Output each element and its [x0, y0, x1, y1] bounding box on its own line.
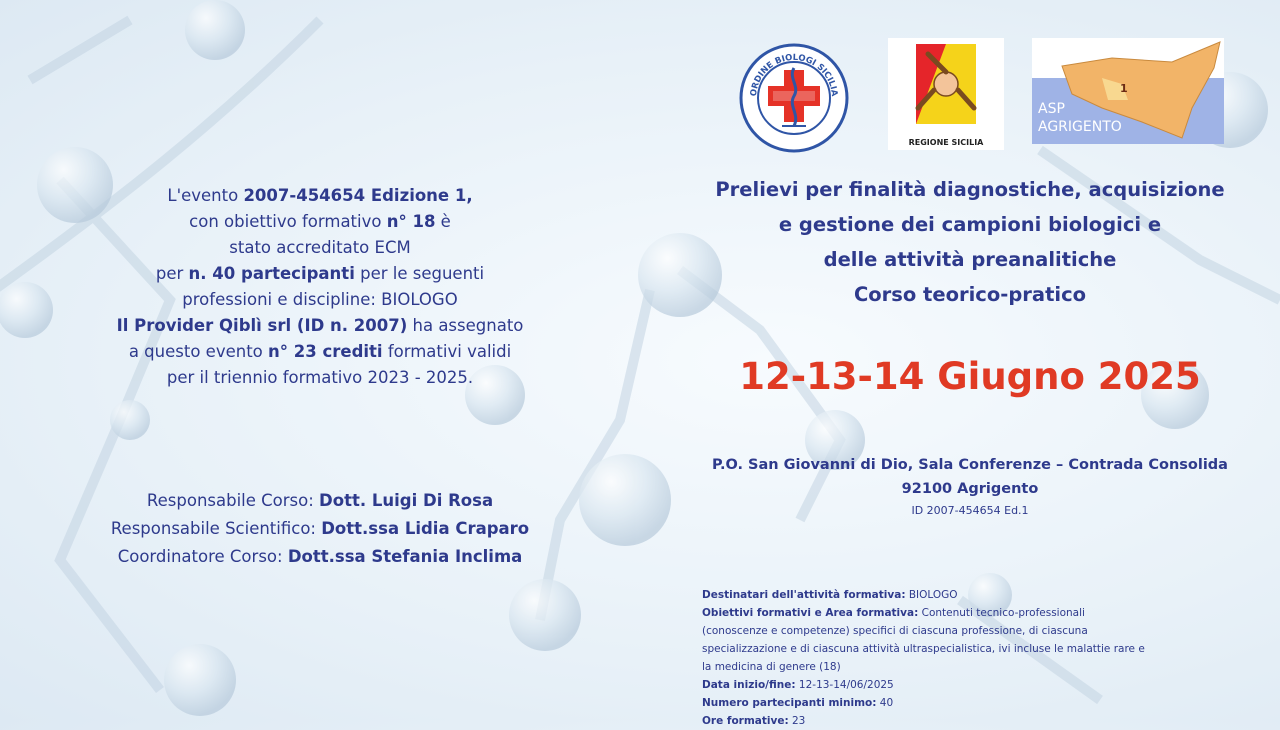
course-details [702, 586, 1202, 730]
info-line-2: con obiettivo formativo n° 18 è [189, 212, 451, 231]
detail-obiettivi-cont: (conoscenze e competenze) specifici di ciascuna professione, di ciascuna [702, 625, 1088, 637]
info-line-8: per il triennio formativo 2023 - 2025. [166, 368, 474, 387]
title-line: delle attività preanalitiche [823, 248, 1117, 271]
detail-obiettivi-cont: la medicina di genere (18) [702, 661, 841, 673]
detail-numero: Numero partecipanti minimo: 40 [702, 697, 894, 709]
manager-line: Coordinatore Corso: Dott.ssa Stefania Inclima [117, 547, 523, 566]
info-line-7: a questo evento n° 23 crediti formativi validi [128, 342, 512, 361]
info-line-5: professioni e discipline: BIOLOGO [182, 290, 458, 309]
venue-city: 92100 Agrigento [901, 481, 1039, 497]
detail-data: Data inizio/fine: 12-13-14/06/2025 [702, 679, 894, 691]
ordine-biologi-logo [738, 42, 850, 154]
asp-label: ASP [1038, 101, 1065, 117]
detail-obiettivi: Obiettivi formativi e Area formativa: Contenuti tecnico-professionali [702, 607, 1085, 619]
event-date: 12-13-14 Giugno 2025 [739, 355, 1201, 398]
course-title [650, 172, 1280, 312]
venue-address: P.O. San Giovanni di Dio, Sala Conferenze – Contrada Consolida [712, 457, 1228, 473]
svg-text:ORDINE BIOLOGI SICILIA: ORDINE BIOLOGI SICILIA [748, 52, 840, 97]
accreditation-info [60, 183, 580, 391]
asp-marker: 1 [1120, 82, 1128, 95]
manager-line: Responsabile Scientifico: Dott.ssa Lidia Craparo [110, 519, 530, 538]
asp-agrigento-logo [1032, 38, 1224, 144]
info-line-3: stato accreditato ECM [229, 238, 411, 257]
info-line-6: Il Provider Qiblì srl (ID n. 2007) ha assegnato [116, 316, 524, 335]
title-line: Corso teorico-pratico [853, 283, 1087, 306]
manager-line: Responsabile Corso: Dott. Luigi Di Rosa [146, 491, 494, 510]
regione-label: REGIONE SICILIA [908, 138, 984, 147]
regione-sicilia-logo [888, 38, 1004, 150]
info-line-4: per n. 40 partecipanti per le seguenti [155, 264, 485, 283]
venue-block [650, 453, 1280, 521]
agrigento-label: AGRIGENTO [1038, 119, 1122, 135]
detail-ore: Ore formative: 23 [702, 715, 806, 727]
title-line: e gestione dei campioni biologici e [778, 213, 1162, 236]
course-managers [60, 487, 580, 571]
trinacria-icon [888, 38, 1004, 134]
title-line: Prelievi per finalità diagnostiche, acquisizione [715, 178, 1225, 201]
logos-row [738, 38, 1228, 150]
event-id: ID 2007-454654 Ed.1 [911, 504, 1029, 517]
info-line-1: L'evento 2007-454654 Edizione 1, [167, 186, 473, 205]
detail-destinatari: Destinatari dell'attività formativa: BIOLOGO [702, 589, 958, 601]
detail-obiettivi-cont: specializzazione e di ciascuna attività ultraspecialistica, ivi incluse le malattie rare e [702, 643, 1145, 655]
